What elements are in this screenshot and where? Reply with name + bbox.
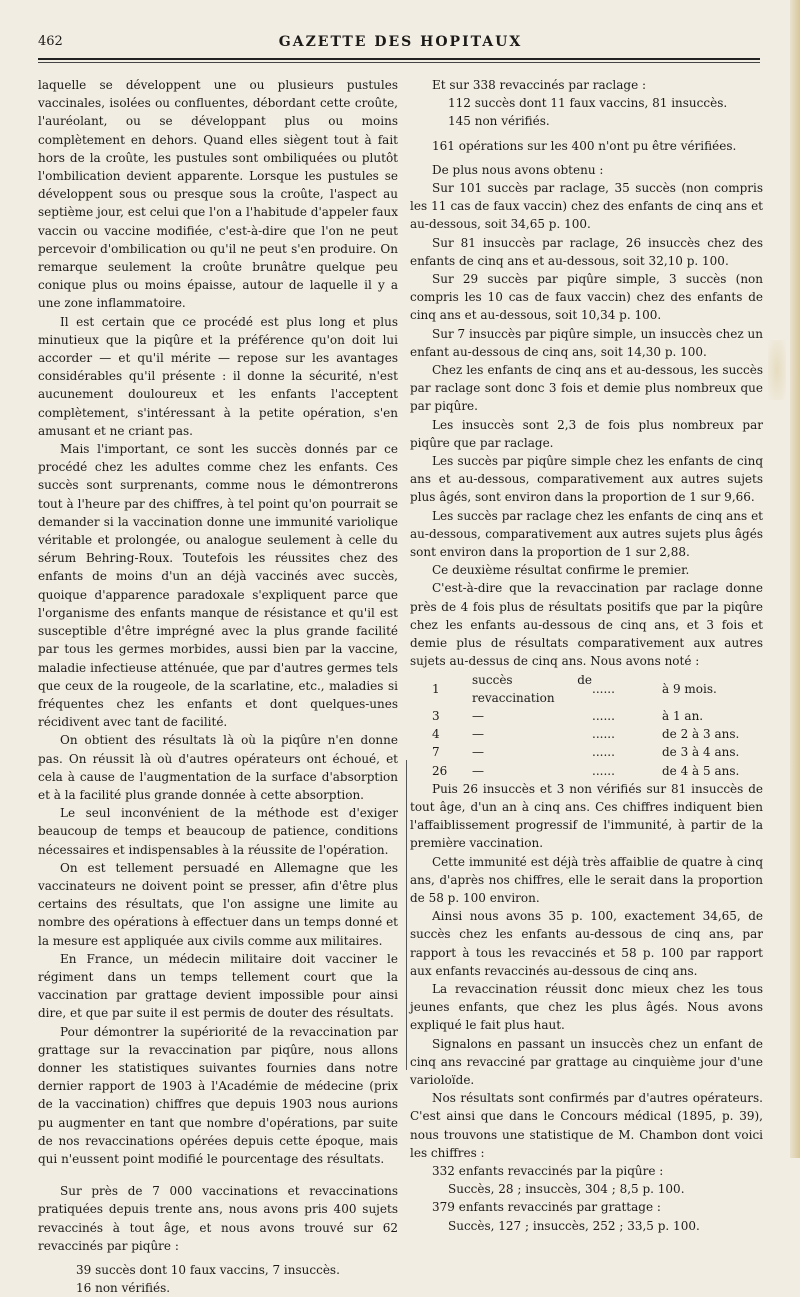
stat-line: 16 non vérifiés.: [76, 1281, 171, 1296]
paragraph: 161 opérations sur les 400 n'ont pu être vérifiées.: [432, 138, 737, 153]
paragraph: Cette immunité est déjà très affaiblie de quatre à cinq ans, d'après nos chiffres, elle le serait dans la proportion de 58 p. 100 environ.: [410, 854, 763, 905]
header-rule-thin: [38, 62, 760, 63]
left-column: [38, 76, 398, 1297]
table-cell: ......: [592, 745, 615, 760]
paragraph: Mais l'important, ce sont les succès donnés par ce procédé chez les adultes comme chez les enfants. Ces succès sont surprenants, comme nous le démontrerons tout à l'heure par des chiffres, à tel point qu'on pourrait se demander si la vaccination donne une immunité variolique véritable et prolongée, ou analogue seulement à celle du sérum Behring-Roux. Toutefois les réussites chez des enfants de moins d'un an déjà vaccinés avec succès, quoique d'apparence paradoxale s'expliquent parce que l'organisme des enfants manque de résistance et qu'il est susceptible d'être imprégné avec la plus grande facilité par tous les germes morbides, aussi bien par la vaccine, maladie infectieuse atténuée, que par d'autres germes tels que ceux de la rougeole, de la scarlatine, etc., maladies si fréquentes chez les enfants et dont quelques-unes récidivent avec tant de facilité.: [38, 442, 398, 730]
paragraph: Les insuccès sont 2,3 de fois plus nombreux par piqûre que par raclage.: [410, 417, 763, 450]
journal-title: GAZETTE DES HOPITAUX: [278, 34, 523, 50]
table-cell: ......: [592, 727, 615, 742]
paragraph: Sur 81 insuccès par raclage, 26 insuccès chez des enfants de cinq ans et au-dessous, soit 32,10 p. 100.: [410, 235, 763, 268]
table-cell: —: [472, 727, 484, 742]
table-cell: de 4 à 5 ans.: [662, 763, 740, 778]
table-cell: —: [472, 745, 484, 760]
paragraph: Puis 26 insuccès et 3 non vérifiés sur 81 insuccès de tout âge, d'un an à cinq ans. Ces chiffres indiquent bien l'affaiblissement progressif de l'immunité, à partir de la première vaccination.: [410, 781, 763, 851]
paragraph: Et sur 338 revaccinés par raclage :: [432, 78, 647, 92]
table-cell: ......: [592, 681, 615, 696]
paper-stain: [768, 340, 786, 400]
stat-line: Succès, 127 ; insuccès, 252 ; 33,5 p. 100.: [448, 1218, 700, 1233]
age-table: [410, 671, 763, 780]
paragraph: Chez les enfants de cinq ans et au-dessous, les succès par raclage sont donc 3 fois et demie plus nombreux que par piqûre.: [410, 363, 763, 414]
table-row: [410, 725, 763, 743]
paragraph: Pour démontrer la supériorité de la revaccination par grattage sur la revaccination par piqûre, nous allons donner les statistiques suivantes fournies dans notre dernier rapport de 1903 à l'Académie de médecine (prix de la vaccination) chiffres que depuis 1903 nous aurions pu augmenter en tant que nombre d'opérations, par suite de nos revaccinations opérées depuis cette époque, mais qui n'eussent point modifié le pourcentage des résultats.: [38, 1024, 398, 1166]
paragraph: La revaccination réussit donc mieux chez les tous jeunes enfants, que chez les plus âgés. Nous avons expliqué le fait plus haut.: [410, 981, 763, 1033]
stat-line: 112 succès dont 11 faux vaccins, 81 insuccès.: [448, 96, 728, 111]
table-row: [410, 762, 763, 780]
page-number: 462: [38, 34, 63, 49]
stat-line: 145 non vérifiés.: [448, 114, 550, 129]
paragraph: Ce deuxième résultat confirme le premier.: [432, 563, 690, 578]
column-divider: [406, 760, 407, 1070]
paragraph: Ainsi nous avons 35 p. 100, exactement 34,65, de succès chez les enfants au-dessous de cinq ans, par rapport à tous les revaccinés et 58 p. 100 par rapport aux enfants revaccinés au-dessous de cinq ans.: [410, 909, 763, 978]
spacer: [38, 1168, 398, 1182]
page-header: [38, 34, 763, 54]
table-cell: succès de revaccination: [472, 672, 592, 705]
header-rule: [38, 58, 760, 60]
paragraph: De plus nous avons obtenu :: [432, 162, 604, 177]
table-cell: 1: [432, 681, 440, 696]
table-cell: de 3 à 4 ans.: [662, 745, 740, 760]
table-cell: —: [472, 763, 484, 778]
stat-line: 332 enfants revaccinés par la piqûre :: [432, 1163, 664, 1178]
table-cell: 3: [432, 708, 440, 723]
paragraph: C'est-à-dire que la revaccination par raclage donne près de 4 fois plus de résultats positifs que par la piqûre chez les enfants au-dessous de cinq ans, et 3 fois et demie plus de résultats comparativement aux autres sujets au-dessus de cinq ans. Nous avons noté :: [410, 581, 763, 669]
paragraph: Nos résultats sont confirmés par d'autres opérateurs. C'est ainsi que dans le Concours médical (1895, p. 39), nous trouvons une statistique de M. Chambon dont voici les chiffres :: [410, 1091, 763, 1160]
table-cell: —: [472, 708, 484, 723]
table-cell: 7: [432, 745, 440, 760]
table-cell: 26: [432, 763, 448, 778]
paragraph: Les succès par piqûre simple chez les enfants de cinq ans et au-dessous, comparativement aux autres sujets plus âgés, sont environ dans la proportion de 1 sur 9,66.: [410, 454, 763, 505]
stat-line: Succès, 28 ; insuccès, 304 ; 8,5 p. 100.: [448, 1182, 685, 1197]
paragraph: Le seul inconvénient de la méthode est d'exiger beaucoup de temps et beaucoup de patience, conditions nécessaires et indispensables à la réussite de l'opération.: [38, 806, 398, 857]
table-row: [410, 671, 763, 707]
table-cell: ......: [592, 708, 615, 723]
paragraph: On obtient des résultats là où la piqûre n'en donne pas. On réussit là où d'autres opérateurs ont échoué, et cela à cause de l'augmentation de la surface d'absorption et à la facilité plus grande donnée à cette absorption.: [38, 733, 398, 802]
right-column: [410, 76, 763, 1235]
paragraph: Il est certain que ce procédé est plus long et plus minutieux que la piqûre et la préférence qu'on doit lui accorder — et qu'il mérite — repose sur les avantages considérables qu'il présente : il donne la sécurité, n'est aucunement douloureux et les enfants l'acceptent complètement, s'intéressant à la petite opération, s'en amusant et ne criant pas.: [38, 314, 398, 438]
paragraph: Sur 7 insuccès par piqûre simple, un insuccès chez un enfant au-dessous de cinq ans, soit 14,30 p. 100.: [410, 326, 763, 359]
table-cell: à 1 an.: [662, 708, 704, 723]
paragraph: Les succès par raclage chez les enfants de cinq ans et au-dessous, comparativement aux autres sujets plus âgés sont environ dans la proportion de 1 sur 2,88.: [410, 508, 763, 560]
table-cell: ......: [592, 763, 615, 778]
paragraph: Signalons en passant un insuccès chez un enfant de cinq ans revacciné par grattage au cinquième jour d'une varioloïde.: [410, 1036, 763, 1087]
paragraph: Sur 29 succès par piqûre simple, 3 succès (non compris les 10 cas de faux vaccin) chez des enfants de cinq ans et au-dessous, soit 10,34 p. 100.: [410, 272, 763, 323]
stat-line: 39 succès dont 10 faux vaccins, 7 insuccès.: [76, 1263, 340, 1277]
paragraph: Sur près de 7 000 vaccinations et revaccinations pratiquées depuis trente ans, nous avons pris 400 sujets revaccinés à tout âge, et nous avons trouvé sur 62 revaccinés par piqûre :: [38, 1184, 398, 1253]
table-cell: de 2 à 3 ans.: [662, 727, 740, 742]
paragraph: En France, un médecin militaire doit vacciner le régiment dans un temps tellement court que la vaccination par grattage devient impossible pour ainsi dire, et que par suite il est permis de douter des résultats.: [38, 951, 398, 1021]
table-cell: à 9 mois.: [662, 681, 717, 696]
table-row: [410, 707, 763, 725]
page-edge: [790, 0, 800, 1158]
paragraph: Sur 101 succès par raclage, 35 succès (non compris les 11 cas de faux vaccin) chez des enfants de cinq ans et au-dessous, soit 34,65 p. 100.: [410, 181, 763, 232]
table-row: [410, 743, 763, 761]
paragraph: On est tellement persuadé en Allemagne que les vaccinateurs ne doivent point se presser, afin d'être plus certains des résultats, que l'on assigne une limite au nombre des opérations à effectuer dans un temps donné et la mesure est appliquée aux civils comme aux militaires.: [38, 860, 398, 948]
paragraph: laquelle se développent une ou plusieurs pustules vaccinales, isolées ou confluentes, débordant cette croûte, l'auréolant, ou se développant plus ou moins complètement en dehors. Quand elles siègent tout à fait hors de la croûte, les pustules sont ombiliquées ou plutôt l'ombilication devient apparente. Lorsque les pustules se développent sous ou presque sous la croûte, l'aspect au septième jour, est celui que l'on a l'habitude d'appeler faux vaccin ou vaccine modifiée, c'est-à-dire que l'on ne peut percevoir d'ombilication ou qu'il ne peut s'en produire. On remarque seulement la croûte brunâtre quelque peu conique plus ou moins épaisse, autour de laquelle il y a une zone inflammatoire.: [38, 78, 398, 311]
stat-line: 379 enfants revaccinés par grattage :: [432, 1200, 661, 1215]
table-cell: 4: [432, 727, 440, 742]
